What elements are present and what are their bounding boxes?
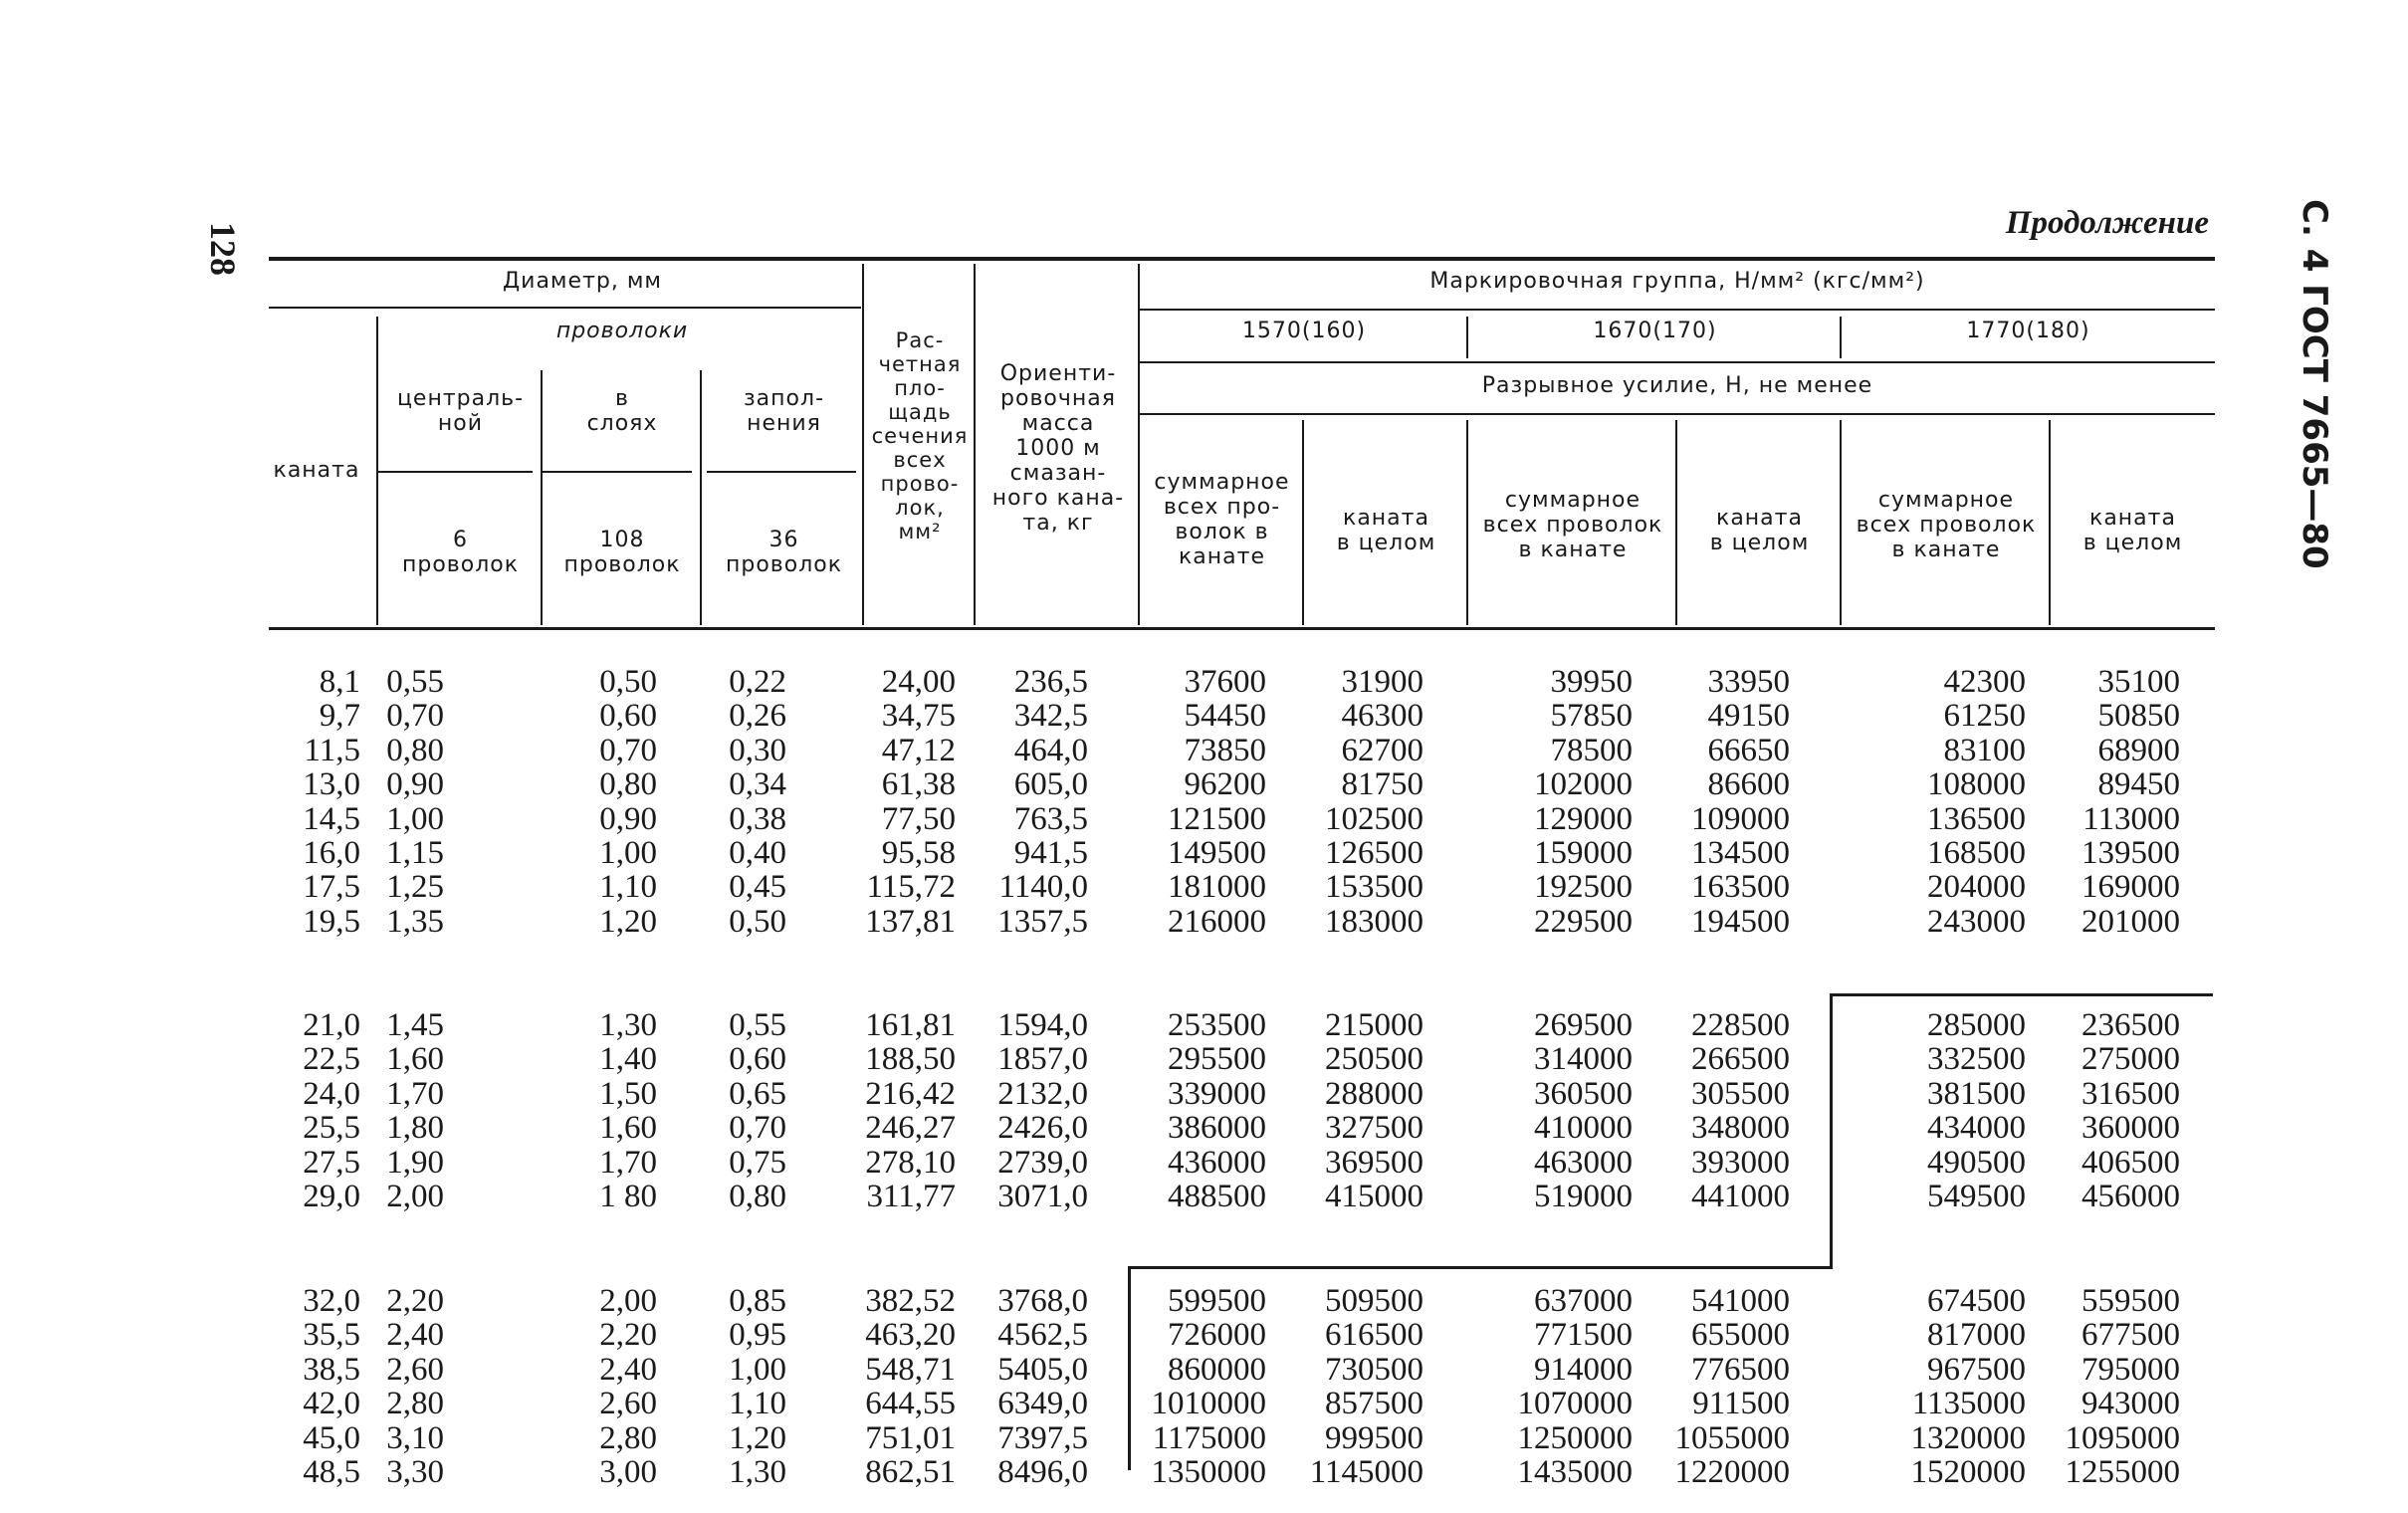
header-grade: Маркировочная группа, Н/мм² (кгс/мм²): [1429, 269, 1925, 294]
table-cell: 1070000: [1517, 1386, 1633, 1422]
table-cell: 32,0: [303, 1283, 360, 1319]
table-cell: 8496,0: [997, 1454, 1088, 1490]
table-cell: 13,0: [303, 766, 360, 803]
table-cell: 1,45: [386, 1007, 444, 1043]
table-cell: 0,40: [729, 835, 786, 871]
table-cell: 360000: [2081, 1110, 2180, 1147]
table-cell: 342,5: [1013, 698, 1088, 735]
table-cell: 1,20: [599, 903, 657, 940]
table-cell: 1,00: [386, 800, 444, 837]
table-cell: 38,5: [303, 1351, 360, 1388]
table-cell: 68900: [2097, 732, 2180, 768]
table-cell: 548,71: [865, 1351, 956, 1388]
table-cell: 0,45: [729, 869, 786, 906]
table-cell: 0,60: [729, 1041, 786, 1078]
table-cell: 3,00: [599, 1454, 657, 1490]
page-number: 128: [203, 222, 243, 276]
table-cell: 311,77: [866, 1179, 956, 1214]
table-cell: 0,80: [599, 766, 657, 803]
table-cell: 674500: [1927, 1283, 2026, 1319]
table-cell: 253500: [1168, 1007, 1266, 1043]
table-cell: 61,38: [881, 766, 956, 803]
table-cell: 1010000: [1151, 1386, 1266, 1422]
table-cell: 78500: [1550, 732, 1633, 768]
table-cell: 1,60: [599, 1110, 657, 1147]
header-filler: запол- нения: [743, 386, 825, 436]
table-cell: 194500: [1691, 903, 1790, 940]
table-cell: 161,81: [865, 1007, 956, 1043]
table-cell: 35,5: [303, 1317, 360, 1354]
table-cell: 153500: [1325, 869, 1423, 906]
table-cell: 269500: [1534, 1007, 1633, 1043]
table-cell: 348000: [1691, 1110, 1790, 1147]
table-cell: 35100: [2097, 664, 2180, 700]
table-cell: 655000: [1691, 1317, 1790, 1354]
table-cell: 763,5: [1013, 800, 1088, 837]
table-cell: 0,26: [729, 698, 786, 735]
table-cell: 1,25: [386, 869, 444, 906]
table-cell: 285000: [1927, 1007, 2026, 1043]
table-cell: 2,00: [599, 1283, 657, 1319]
table-cell: 0,70: [599, 732, 657, 768]
table-cell: 434000: [1927, 1110, 2026, 1147]
table-cell: 369500: [1325, 1144, 1423, 1181]
table-cell: 1320000: [1910, 1419, 2026, 1456]
document-side-header: С. 4 ГОСТ 7665—80: [2295, 199, 2334, 569]
header-rule-layers: [543, 471, 692, 473]
table-cell: 911500: [1692, 1386, 1790, 1422]
table-cell: 121500: [1168, 800, 1266, 837]
table-cell: 34,75: [881, 698, 956, 735]
table-cell: 1 80: [599, 1179, 657, 1214]
table-cell: 204000: [1927, 869, 2026, 906]
table-cell: 599500: [1168, 1283, 1266, 1319]
table-cell: 2,80: [386, 1386, 444, 1422]
table-cell: 726000: [1168, 1317, 1266, 1354]
table-cell: 31900: [1341, 664, 1423, 700]
header-rule-diameter: [269, 307, 861, 309]
table-cell: 246,27: [865, 1110, 956, 1147]
table-cell: 62700: [1341, 732, 1423, 768]
table-cell: 406500: [2081, 1144, 2180, 1181]
table-cell: 463,20: [865, 1317, 956, 1354]
table-cell: 305500: [1691, 1075, 1790, 1112]
table-cell: 29,0: [303, 1179, 360, 1214]
header-rule-grades: [1140, 361, 2215, 363]
table-cell: 771500: [1534, 1317, 1633, 1354]
table-cell: 1,10: [599, 869, 657, 906]
table-cell: 1175000: [1152, 1419, 1266, 1456]
table-cell: 33950: [1707, 664, 1790, 700]
table-cell: 1,00: [729, 1351, 786, 1388]
table-cell: 2,20: [386, 1283, 444, 1319]
table-cell: 24,00: [881, 664, 956, 700]
header-rule-grade: [1140, 309, 2215, 311]
table-cell: 0,95: [729, 1317, 786, 1354]
table-cell: 488500: [1168, 1179, 1266, 1214]
table-cell: 6349,0: [997, 1386, 1088, 1422]
table-cell: 644,55: [865, 1386, 956, 1422]
header-rule-filler: [707, 471, 856, 473]
header-whole-1570: каната в целом: [1336, 506, 1436, 555]
header-bottom-rule: [269, 627, 2215, 630]
table-cell: 382,52: [865, 1283, 956, 1319]
header-central: централь- ной: [396, 386, 525, 436]
table-cell: 24,0: [303, 1075, 360, 1112]
table-cell: 2,60: [386, 1351, 444, 1388]
table-cell: 66650: [1707, 732, 1790, 768]
header-breaking-force: Разрывное усилие, Н, не менее: [1481, 373, 1873, 398]
table-cell: 943000: [2081, 1386, 2180, 1422]
table-cell: 1145000: [1309, 1454, 1423, 1490]
table-cell: 201000: [2081, 903, 2180, 940]
table-cell: 1,70: [599, 1144, 657, 1181]
table-cell: 441000: [1691, 1179, 1790, 1214]
table-cell: 1140,0: [998, 869, 1088, 906]
table-cell: 1857,0: [997, 1041, 1088, 1078]
header-layers: в слоях: [586, 386, 658, 436]
header-sum-1770: суммарное всех проволок в канате: [1856, 488, 2037, 562]
table-cell: 0,38: [729, 800, 786, 837]
table-cell: 519000: [1534, 1179, 1633, 1214]
table-cell: 108000: [1927, 766, 2026, 803]
table-cell: 1357,5: [997, 903, 1088, 940]
table-cell: 1594,0: [997, 1007, 1088, 1043]
table-cell: 1220000: [1674, 1454, 1790, 1490]
table-cell: 192500: [1534, 869, 1633, 906]
table-cell: 541000: [1691, 1283, 1790, 1319]
table-cell: 1255000: [2065, 1454, 2180, 1490]
table-cell: 250500: [1325, 1041, 1423, 1078]
table-cell: 941,5: [1013, 835, 1088, 871]
table-cell: 314000: [1534, 1041, 1633, 1078]
table-cell: 163500: [1691, 869, 1790, 906]
table-cell: 0,55: [386, 664, 444, 700]
table-cell: 102000: [1534, 766, 1633, 803]
table-cell: 2,80: [599, 1419, 657, 1456]
table-cell: 751,01: [865, 1419, 956, 1456]
table-cell: 236,5: [1013, 664, 1088, 700]
table-cell: 89450: [2097, 766, 2180, 803]
table-cell: 1350000: [1151, 1454, 1266, 1490]
table-cell: 86600: [1707, 766, 1790, 803]
table-cell: 216,42: [865, 1075, 956, 1112]
table-cell: 25,5: [303, 1110, 360, 1147]
step-rule-middle: [1128, 1266, 1833, 1269]
table-cell: 7397,5: [997, 1419, 1088, 1456]
table-cell: 61250: [1943, 698, 2026, 735]
header-rule-breaking: [1140, 413, 2215, 415]
table-cell: 410000: [1534, 1110, 1633, 1147]
table-cell: 677500: [2081, 1317, 2180, 1354]
table-cell: 393000: [1691, 1144, 1790, 1181]
header-grade-1770: 1770(180): [1966, 319, 2090, 343]
table-cell: 559500: [2081, 1283, 2180, 1319]
table-cell: 1,50: [599, 1075, 657, 1112]
table-cell: 42,0: [303, 1386, 360, 1422]
table-cell: 109000: [1691, 800, 1790, 837]
table-cell: 1,80: [386, 1110, 444, 1147]
table-cell: 795000: [2081, 1351, 2180, 1388]
table-cell: 81750: [1341, 766, 1423, 803]
table-cell: 168500: [1927, 835, 2026, 871]
table-cell: 183000: [1325, 903, 1423, 940]
table-cell: 509500: [1325, 1283, 1423, 1319]
table-cell: 436000: [1168, 1144, 1266, 1181]
table-cell: 616500: [1325, 1317, 1423, 1354]
table-cell: 295500: [1168, 1041, 1266, 1078]
table-cell: 137,81: [865, 903, 956, 940]
table-cell: 42300: [1943, 664, 2026, 700]
table-cell: 47,12: [881, 732, 956, 768]
table-cell: 49150: [1707, 698, 1790, 735]
table-cell: 0,90: [599, 800, 657, 837]
table-cell: 2,60: [599, 1386, 657, 1422]
table-cell: 862,51: [865, 1454, 956, 1490]
table-cell: 0,70: [386, 698, 444, 735]
table-cell: 0,34: [729, 766, 786, 803]
table-cell: 22,5: [303, 1041, 360, 1078]
table-cell: 1,70: [386, 1075, 444, 1112]
table-cell: 456000: [2081, 1179, 2180, 1214]
header-sum-1570: суммарное всех про- волок в канате: [1154, 470, 1290, 569]
table-cell: 149500: [1168, 835, 1266, 871]
table-cell: 73850: [1184, 732, 1266, 768]
table-cell: 96200: [1184, 766, 1266, 803]
table-cell: 275000: [2081, 1041, 2180, 1078]
table-cell: 50850: [2097, 698, 2180, 735]
header-rule-central: [378, 471, 533, 473]
table-cell: 1435000: [1517, 1454, 1633, 1490]
header-whole-1770: каната в целом: [2082, 506, 2183, 555]
table-cell: 243000: [1927, 903, 2026, 940]
header-rope: каната: [273, 458, 360, 483]
table-cell: 339000: [1168, 1075, 1266, 1112]
table-cell: 83100: [1943, 732, 2026, 768]
table-cell: 2,40: [599, 1351, 657, 1388]
table-cell: 17,5: [303, 869, 360, 906]
table-cell: 8,1: [319, 664, 360, 700]
table-cell: 2,40: [386, 1317, 444, 1354]
table-cell: 115,72: [866, 869, 956, 906]
table-cell: 1,20: [729, 1419, 786, 1456]
table-cell: 21,0: [303, 1007, 360, 1043]
table-cell: 139500: [2081, 835, 2180, 871]
header-area: Рас- четная пло- щадь сечения всех прово- лок, мм²: [871, 328, 969, 543]
continuation-label: Продолжение: [2005, 205, 2209, 241]
table-cell: 11,5: [304, 732, 360, 768]
table-cell: 159000: [1534, 835, 1633, 871]
table-cell: 228500: [1691, 1007, 1790, 1043]
table-cell: 0,80: [729, 1179, 786, 1214]
table-cell: 4562,5: [997, 1317, 1088, 1354]
table-cell: 3071,0: [997, 1179, 1088, 1214]
table-cell: 266500: [1691, 1041, 1790, 1078]
table-cell: 0,90: [386, 766, 444, 803]
table-cell: 236500: [2081, 1007, 2180, 1043]
table-cell: 490500: [1927, 1144, 2026, 1181]
table-cell: 914000: [1534, 1351, 1633, 1388]
table-cell: 2426,0: [997, 1110, 1088, 1147]
table-cell: 1135000: [1911, 1386, 2026, 1422]
table-cell: 327500: [1325, 1110, 1423, 1147]
table-cell: 16,0: [303, 835, 360, 871]
table-cell: 46300: [1341, 698, 1423, 735]
header-sum-1670: суммарное всех проволок в канате: [1482, 488, 1663, 562]
table-cell: 5405,0: [997, 1351, 1088, 1388]
table-cell: 637000: [1534, 1283, 1633, 1319]
table-cell: 1,90: [386, 1144, 444, 1181]
step-rule-right: [1830, 993, 1833, 1268]
table-cell: 229500: [1534, 903, 1633, 940]
table-cell: 102500: [1325, 800, 1423, 837]
table-cell: 386000: [1168, 1110, 1266, 1147]
table-cell: 57850: [1550, 698, 1633, 735]
table-cell: 1,30: [729, 1454, 786, 1490]
table-cell: 0,50: [729, 903, 786, 940]
table-cell: 39950: [1550, 664, 1633, 700]
table-cell: 126500: [1325, 835, 1423, 871]
col-rule-rope: [376, 317, 378, 625]
table-cell: 216000: [1168, 903, 1266, 940]
table-cell: 1,60: [386, 1041, 444, 1078]
table-cell: 0,60: [599, 698, 657, 735]
table-cell: 3,10: [386, 1419, 444, 1456]
table-cell: 1,40: [599, 1041, 657, 1078]
table-cell: 1,00: [599, 835, 657, 871]
table-cell: 549500: [1927, 1179, 2026, 1214]
table-cell: 37600: [1184, 664, 1266, 700]
table-cell: 278,10: [865, 1144, 956, 1181]
table-cell: 817000: [1927, 1317, 2026, 1354]
table-cell: 54450: [1184, 698, 1266, 735]
table-cell: 188,50: [865, 1041, 956, 1078]
table-cell: 134500: [1691, 835, 1790, 871]
header-grade-1570: 1570(160): [1241, 319, 1367, 343]
table-cell: 605,0: [1013, 766, 1088, 803]
table-cell: 0,55: [729, 1007, 786, 1043]
table-cell: 0,50: [599, 664, 657, 700]
table-cell: 136500: [1927, 800, 2026, 837]
table-cell: 463000: [1534, 1144, 1633, 1181]
header-layers-count: 108 проволок: [563, 528, 681, 577]
table-cell: 95,58: [881, 835, 956, 871]
table-cell: 113000: [2082, 800, 2180, 837]
table-cell: 332500: [1927, 1041, 2026, 1078]
table-cell: 0,22: [729, 664, 786, 700]
table-cell: 415000: [1325, 1179, 1423, 1214]
table-cell: 0,65: [729, 1075, 786, 1112]
table-cell: 999500: [1325, 1419, 1423, 1456]
header-diameter: Диаметр, мм: [502, 269, 663, 294]
table-cell: 77,50: [881, 800, 956, 837]
header-whole-1670: каната в целом: [1709, 506, 1810, 555]
table-cell: 316500: [2081, 1075, 2180, 1112]
table-cell: 3,30: [386, 1454, 444, 1490]
table-cell: 288000: [1325, 1075, 1423, 1112]
table-cell: 1,15: [386, 835, 444, 871]
table-cell: 360500: [1534, 1075, 1633, 1112]
header-mass: Ориенти- ровочная масса 1000 м смазан- ного кана- та, кг: [991, 361, 1125, 536]
table-cell: 730500: [1325, 1351, 1423, 1388]
table-cell: 464,0: [1013, 732, 1088, 768]
table-cell: 381500: [1927, 1075, 2026, 1112]
table-cell: 0,70: [729, 1110, 786, 1147]
table-cell: 2739,0: [997, 1144, 1088, 1181]
table-cell: 1,35: [386, 903, 444, 940]
table-cell: 19,5: [303, 903, 360, 940]
table-cell: 0,30: [729, 732, 786, 768]
table-cell: 776500: [1691, 1351, 1790, 1388]
table-cell: 48,5: [303, 1454, 360, 1490]
table-cell: 1,30: [599, 1007, 657, 1043]
header-filler-count: 36 проволок: [725, 528, 843, 577]
table-cell: 1055000: [1674, 1419, 1790, 1456]
table-cell: 169000: [2081, 869, 2180, 906]
table-cell: 1520000: [1910, 1454, 2026, 1490]
table-cell: 2,20: [599, 1317, 657, 1354]
table-cell: 0,85: [729, 1283, 786, 1319]
header-grade-1670: 1670(170): [1593, 319, 1717, 343]
table-cell: 860000: [1168, 1351, 1266, 1388]
table-cell: 857500: [1325, 1386, 1423, 1422]
header-wires: проволоки: [555, 319, 689, 343]
table-cell: 0,80: [386, 732, 444, 768]
table-cell: 967500: [1927, 1351, 2026, 1388]
table-cell: 215000: [1325, 1007, 1423, 1043]
table-cell: 0,75: [729, 1144, 786, 1181]
table-cell: 2132,0: [997, 1075, 1088, 1112]
table-cell: 129000: [1534, 800, 1633, 837]
table-cell: 1095000: [2065, 1419, 2180, 1456]
table-cell: 3768,0: [997, 1283, 1088, 1319]
step-rule-top: [1830, 993, 2213, 996]
table-cell: 1250000: [1517, 1419, 1633, 1456]
header-top-rule: [269, 257, 2215, 261]
header-central-count: 6 проволок: [401, 528, 520, 577]
table-cell: 2,00: [386, 1179, 444, 1214]
table-cell: 9,7: [319, 698, 360, 735]
table-cell: 27,5: [303, 1144, 360, 1181]
table-cell: 45,0: [303, 1419, 360, 1456]
table-cell: 1,10: [729, 1386, 786, 1422]
table-cell: 14,5: [303, 800, 360, 837]
table-cell: 181000: [1168, 869, 1266, 906]
